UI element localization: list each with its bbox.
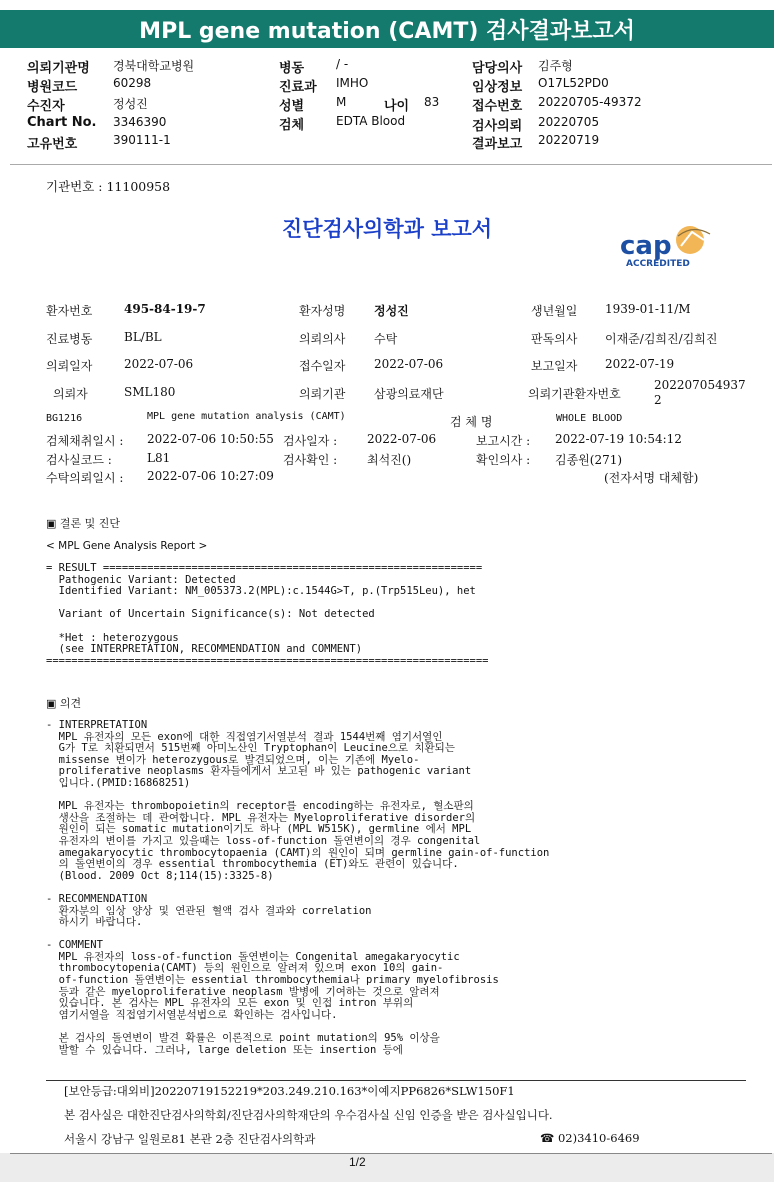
institution-number: 기관번호 : 11100958 xyxy=(46,179,171,194)
opinion-line: MPL 유전자의 loss-of-function 돌연변이는 Congenital amegakaryocytic xyxy=(46,950,460,963)
report-name: < MPL Gene Analysis Report > xyxy=(46,540,208,552)
hdr-label: 병원코드 xyxy=(27,80,78,95)
opinion-line xyxy=(46,929,549,941)
patient-value: 삼광의료재단 xyxy=(374,387,444,401)
hdr-label: 병동 xyxy=(279,61,305,76)
result-line: *Het : heterozygous xyxy=(46,631,179,644)
hdr-label: 검체 xyxy=(279,118,305,133)
hdr-label: 검사의뢰 xyxy=(472,119,523,134)
patient-label: 진료병동 xyxy=(46,332,93,346)
hdr-label: 진료과 xyxy=(279,80,317,95)
cap-accredited-logo xyxy=(618,222,718,270)
hdr-label: 담당의사 xyxy=(472,61,523,76)
hdr-label: 접수번호 xyxy=(472,99,523,114)
opinion-line: 본 검사의 돌연변이 발견 확률은 이론적으로 point mutation의 95% 이상을 xyxy=(46,1032,440,1045)
patient-label: 환자번호 xyxy=(46,304,93,318)
hdr-label: 의뢰기관명 xyxy=(27,61,90,76)
patient-value: 이재준/김희진/김희진 xyxy=(605,332,718,346)
svg-text:ACCREDITED: ACCREDITED xyxy=(626,259,690,269)
specimen-value: WHOLE BLOOD xyxy=(556,413,623,424)
test-label: 검사확인 : xyxy=(283,453,338,467)
opinion-line: proliferative neoplasms 환자들에게서 보고된 바 있는 pathogenic variant xyxy=(46,765,472,778)
test-label: 검사일자 : xyxy=(283,434,338,448)
address-line: 서울시 강남구 일원로81 본관 2층 진단검사의학과 xyxy=(64,1132,316,1146)
opinion-line: 유전자의 변이를 가지고 있을때는 loss-of-function 돌연변이의 경우 congenital xyxy=(46,834,481,847)
report-title: 진단검사의학과 보고서 xyxy=(281,217,493,241)
specimen-label: 검 체 명 xyxy=(450,415,493,429)
hdr-value: 60298 xyxy=(113,76,152,90)
patient-label: 의뢰기관환자번호 xyxy=(528,387,621,401)
opinion-line: 발할 수 있습니다. 그러나, large deletion 또는 insertion 등에 xyxy=(46,1043,403,1056)
result-line: Variant of Uncertain Significance(s): Not detected xyxy=(46,608,375,621)
hdr-label: 결과보고 xyxy=(472,137,523,152)
patient-value: 2022-07-06 xyxy=(374,357,444,371)
hdr-label: 수진자 xyxy=(27,99,65,114)
result-line: ====================================================================== xyxy=(46,654,489,667)
footer-divider xyxy=(46,1080,746,1081)
hdr-value: 3346390 xyxy=(113,115,167,129)
hdr-value: EDTA Blood xyxy=(336,114,406,128)
patient-value: BL/BL xyxy=(124,330,162,344)
age-label: 나이 xyxy=(384,99,410,114)
hdr-value: 20220719 xyxy=(538,133,600,147)
patient-label: 환자성명 xyxy=(299,304,346,318)
esign-note: (전자서명 대체함) xyxy=(604,471,699,485)
hdr-value: M xyxy=(336,95,347,109)
hdr-value: 정성진 xyxy=(113,97,148,111)
opinion-heading: ▣ 의견 xyxy=(46,697,82,710)
pager-bar xyxy=(0,1153,774,1182)
svg-text:cap: cap xyxy=(620,231,672,261)
patient-label: 판독의사 xyxy=(531,332,578,346)
opinion-line: G가 T로 치환되면서 515번째 아미노산인 Tryptophan이 Leucine으로 치환되는 xyxy=(46,742,455,755)
hdr-value: 김주형 xyxy=(538,59,573,73)
opinion-block xyxy=(46,720,549,1056)
opinion-line: 있습니다. 본 검사는 MPL 유전자의 모든 exon 및 인접 intron 부위의 xyxy=(46,997,414,1010)
result-heading: ▣ 결론 및 진단 xyxy=(46,517,121,530)
patient-label: 의뢰기관 xyxy=(299,387,346,401)
patient-value: 2 xyxy=(654,393,662,407)
certification-line: 본 검사실은 대한진단검사의학회/진단검사의학재단의 우수검사실 신임 인증을 받은 검사실입니다. xyxy=(64,1108,553,1122)
opinion-line: 환자분의 임상 양상 및 연관된 혈액 검사 결과와 correlation xyxy=(46,904,372,917)
opinion-line: 입니다.(PMID:16868251) xyxy=(46,776,191,789)
patient-label: 의뢰자 xyxy=(53,387,88,401)
opinion-line: - INTERPRETATION xyxy=(46,719,148,731)
hdr-value: 390111-1 xyxy=(113,133,171,147)
phone-line: ☎ 02)3410-6469 xyxy=(540,1131,640,1145)
patient-value: 2022-07-19 xyxy=(605,357,675,371)
hdr-value: 경북대학교병원 xyxy=(113,59,195,73)
hdr-label: 성별 xyxy=(279,99,305,114)
hdr-value: IMHO xyxy=(336,76,369,90)
test-label: 보고시간 : xyxy=(476,434,531,448)
patient-label: 보고일자 xyxy=(531,359,578,373)
result-line: Pathogenic Variant: Detected xyxy=(46,573,236,586)
test-label: 검체채취일시 : xyxy=(46,434,124,448)
patient-label: 의뢰의사 xyxy=(299,332,346,346)
test-name: MPL gene mutation analysis (CAMT) xyxy=(147,411,346,422)
hdr-value: / - xyxy=(336,57,349,71)
test-value: 2022-07-06 xyxy=(367,432,437,446)
hdr-label: Chart No. xyxy=(27,115,97,130)
opinion-line: 의 돌연변이의 경우 essential thrombocythemia (ET)와도 관련이 있습니다. xyxy=(46,858,459,871)
opinion-line: MPL 유전자는 thrombopoietin의 receptor를 encoding하는 유전자로, 혈소판의 xyxy=(46,800,474,813)
opinion-line: 원인이 되는 somatic mutation이기도 하나 (MPL W515K), germline 에서 MPL xyxy=(46,823,472,836)
patient-value: 2022-07-06 xyxy=(124,357,194,371)
hdr-value: O17L52PD0 xyxy=(538,76,609,90)
test-label: 수탁의뢰일시 : xyxy=(46,471,124,485)
opinion-line: 등과 같은 myeloproliferative neoplasm 발병에 기여하는 것으로 알려져 xyxy=(46,985,440,998)
opinion-line: (Blood. 2009 Oct 8;114(15):3325-8) xyxy=(46,869,274,882)
hdr-value: 20220705 xyxy=(538,115,600,129)
test-value: 김종원(271) xyxy=(555,453,623,467)
result-line: = RESULT ============================================================ xyxy=(46,562,483,574)
opinion-line: of-function 돌연변이는 essential thrombocythemia나 primary myelofibrosis xyxy=(46,974,499,987)
test-label: 검사실코드 : xyxy=(46,453,112,467)
opinion-line: - COMMENT xyxy=(46,939,103,952)
opinion-line: missense 변이가 heterozygous로 발견되었으며, 이는 기존에 Myelo- xyxy=(46,753,420,766)
hdr-label: 임상정보 xyxy=(472,80,523,95)
header-divider xyxy=(10,164,772,165)
document-title: MPL gene mutation (CAMT) 검사결과보고서 xyxy=(139,19,635,44)
opinion-line: MPL 유전자의 모든 exon에 대한 직접염기서열분석 결과 1544번째 염기서열인 xyxy=(46,730,443,743)
test-value: 2022-07-06 10:50:55 xyxy=(147,432,274,446)
patient-number: 495-84-19-7 xyxy=(124,302,206,316)
test-value: L81 xyxy=(147,451,171,465)
patient-value: SML180 xyxy=(124,385,176,399)
test-code: BG1216 xyxy=(46,413,83,424)
result-line: (see INTERPRETATION, RECOMMENDATION and COMMENT) xyxy=(46,643,363,656)
result-line: Identified Variant: NM_005373.2(MPL):c.1544G>T, p.(Trp515Leu), het xyxy=(46,585,476,598)
security-line: [보안등급:대외비]20220719152219*203.249.210.163*이예지PP6826*SLW150F1 xyxy=(64,1084,515,1098)
pager-divider xyxy=(10,1153,772,1154)
patient-name: 정성진 xyxy=(374,304,409,318)
hdr-label: 고유번호 xyxy=(27,137,78,152)
test-label: 확인의사 : xyxy=(476,453,531,467)
opinion-line: thrombocytopenia(CAMT) 등의 원인으로 알려져 있으며 exon 10의 gain- xyxy=(46,962,444,975)
patient-value: 수탁 xyxy=(374,332,398,346)
hdr-value: 20220705-49372 xyxy=(538,95,642,109)
opinion-line: amegakaryocytic thrombocytopaenia (CAMT)의 원인이 되며 germline gain-of-function xyxy=(46,846,550,859)
opinion-line: 생산을 조절하는 데 관여합니다. MPL 유전자는 Myeloproliferative disorder의 xyxy=(46,811,476,824)
patient-label: 생년월일 xyxy=(531,304,578,318)
test-value: 2022-07-06 10:27:09 xyxy=(147,469,274,483)
opinion-line: 하시기 바랍니다. xyxy=(46,916,143,929)
patient-label: 접수일자 xyxy=(299,359,346,373)
patient-value: 202207054937 xyxy=(654,378,746,392)
opinion-line: - RECOMMENDATION xyxy=(46,892,148,905)
patient-value: 1939-01-11/M xyxy=(605,302,691,316)
age-value: 83 xyxy=(424,95,440,109)
result-block xyxy=(46,563,489,667)
result-line xyxy=(46,621,489,633)
test-value: 2022-07-19 10:54:12 xyxy=(555,432,682,446)
opinion-line: 염기서열을 직접염기서열분석법으로 확인하는 검사입니다. xyxy=(46,1008,338,1021)
test-value: 최석진() xyxy=(367,453,412,467)
page-indicator: 1/2 xyxy=(349,1155,366,1169)
patient-label: 의뢰일자 xyxy=(46,359,93,373)
